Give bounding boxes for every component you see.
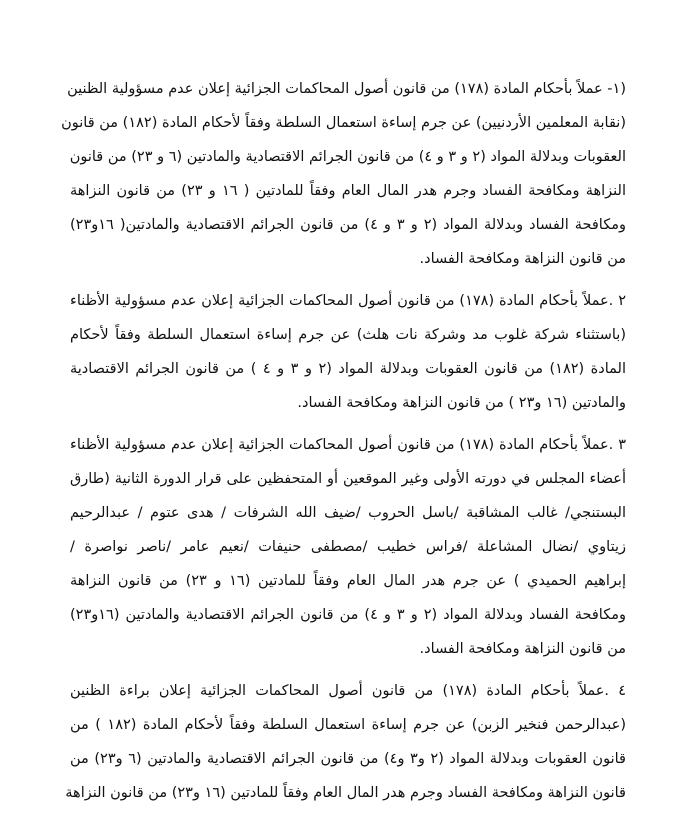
text-line: قانون العقوبات وبدلالة المواد (٢ و٣ و٤) من قانون الجرائم الاقتصادية والمادتين (٦ و٢٣) من — [70, 751, 626, 767]
text-line: العقوبات وبدلالة المواد (٢ و ٣ و ٤) من قانون الجرائم الاقتصادية والمادتين (٦ و ٢٣) من قانون — [69, 149, 626, 165]
text-line: زيتاوي /نضال المشاعلة /فراس خطيب /مصطفى حنيفات /نعيم عامر /ناصر نواصرة / — [70, 539, 626, 555]
paragraph-2 — [70, 284, 626, 420]
text-line: (١- عملاً بأحكام المادة (١٧٨) من قانون أصول المحاكمات الجزائية إعلان عدم مسؤولية الظنين — [67, 81, 626, 97]
text-line: (عبدالرحمن فنخير الزبن) عن جرم إساءة استعمال السلطة وفقاً لأحكام المادة (١٨٢ ) من — [70, 717, 626, 733]
document-body — [61, 72, 626, 818]
paragraph-3 — [70, 428, 626, 666]
text-line: ومكافحة الفساد وبدلالة المواد (٢ و ٣ و ٤) من قانون الجرائم الاقتصادية والمادتين (١٦و٢٣) — [70, 607, 626, 623]
text-line: من قانون النزاهة ومكافحة الفساد. — [419, 641, 626, 657]
text-line: إبراهيم الحميدي ) عن جرم هدر المال العام وفقاً للمادتين (١٦ و ٢٣) من قانون النزاهة — [70, 573, 626, 589]
text-line: أعضاء المجلس في دورته الأولى وغير الموقعين أو المتحفظين على قرار الدورة الثانية (طارق — [70, 471, 626, 487]
text-line: البستنجي/ غالب المشاقبة /باسل الحروب /ضيف الله الشرفات / هدى عتوم / عبدالرحيم — [70, 505, 626, 521]
text-line: المادة (١٨٢) من قانون العقوبات وبدلالة المواد (٢ و ٣ و ٤ ) من قانون الجرائم الاقتصادية — [70, 361, 626, 377]
text-line: ٤ .عملاً بأحكام المادة (١٧٨) من قانون أصول المحاكمات الجزائية إعلان براءة الظنين — [70, 683, 626, 699]
text-line: النزاهة ومكافحة الفساد وجرم هدر المال العام وفقاً للمادتين ( ١٦ و ٢٣) من قانون النزاهة — [70, 183, 626, 199]
paragraph-4 — [65, 674, 626, 810]
text-line: ٣ .عملاً بأحكام المادة (١٧٨) من قانون أصول المحاكمات الجزائية إعلان عدم مسؤولية الأظناء — [70, 437, 626, 453]
paragraph-1 — [61, 72, 626, 276]
text-line: ٢ .عملاً بأحكام المادة (١٧٨) من قانون أصول المحاكمات الجزائية إعلان عدم مسؤولية الأظناء — [70, 293, 626, 309]
text-line: قانون النزاهة ومكافحة الفساد وجرم هدر المال العام وفقاً للمادتين (١٦ و٢٣) من قانون النزاهة — [65, 785, 626, 801]
text-line: من قانون النزاهة ومكافحة الفساد. — [419, 251, 626, 267]
text-line: والمادتين (١٦ و٢٣ ) من قانون النزاهة ومكافحة الفساد. — [297, 395, 626, 411]
text-line: (نقابة المعلمين الأردنيين) عن جرم إساءة استعمال السلطة وفقاً لأحكام المادة (١٨٢) من قانون — [61, 115, 626, 131]
text-line: (باستثناء شركة غلوب مد وشركة نات هلث) عن جرم إساءة استعمال السلطة وفقاً لأحكام — [70, 327, 626, 343]
text-line: ومكافحة الفساد وبدلالة المواد (٢ و ٣ و ٤) من قانون الجرائم الاقتصادية والمادتين( ١٦و٢٣) — [70, 217, 626, 233]
